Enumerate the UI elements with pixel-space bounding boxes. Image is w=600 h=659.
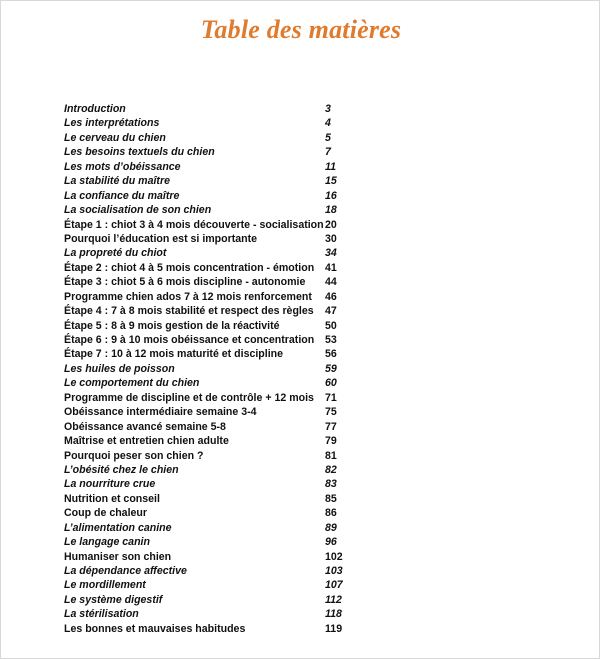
toc-entry — [64, 564, 364, 578]
toc-entry — [64, 319, 364, 333]
toc-entry-title: Le système digestif — [64, 593, 163, 606]
toc-entry-title: Étape 1 : chiot 3 à 4 mois découverte - socialisation — [64, 218, 324, 231]
toc-entry-page-number: 30 — [325, 232, 337, 245]
toc-entry-page-number: 41 — [325, 261, 337, 274]
toc-entry-page-number: 103 — [325, 565, 343, 577]
toc-entry-title: Étape 7 : 10 à 12 mois maturité et discipline — [64, 348, 284, 361]
table-of-contents — [64, 102, 364, 636]
toc-entry-title: Étape 2 : chiot 4 à 5 mois concentration - émotion — [64, 261, 315, 274]
toc-entry-title: La dépendance affective — [64, 565, 187, 577]
toc-entry-page-number: 75 — [325, 406, 337, 419]
toc-entry — [64, 333, 364, 347]
toc-entry-title: La stabilité du maître — [64, 175, 170, 188]
toc-entry-page-number: 96 — [325, 536, 337, 549]
toc-entry-title: La stérilisation — [64, 608, 139, 621]
toc-entry-title: Obéissance intermédiaire semaine 3-4 — [64, 406, 257, 419]
toc-entry-title: L’alimentation canine — [64, 521, 172, 534]
toc-entry-page-number: 46 — [325, 290, 337, 303]
toc-entry — [64, 578, 364, 592]
toc-entry-title: Les huiles de poisson — [64, 362, 175, 375]
toc-entry-page-number: 60 — [325, 377, 337, 390]
toc-entry-page-number: 47 — [325, 305, 337, 318]
toc-entry-title: Les bonnes et mauvaises habitudes — [64, 622, 246, 635]
toc-entry-page-number: 4 — [325, 117, 331, 130]
toc-entry-title: Étape 4 : 7 à 8 mois stabilité et respect des règles — [64, 305, 314, 318]
toc-entry-page-number: 20 — [325, 218, 337, 231]
toc-entry-page-number: 81 — [325, 449, 337, 462]
toc-entry-title: Le comportement du chien — [64, 377, 200, 390]
toc-entry-page-number: 34 — [325, 247, 337, 260]
toc-entry-page-number: 50 — [325, 319, 337, 332]
toc-entry — [64, 232, 364, 246]
toc-entry-title: Pourquoi peser son chien ? — [64, 449, 204, 462]
toc-entry-title: Maîtrise et entretien chien adulte — [64, 435, 229, 448]
toc-entry-page-number: 82 — [325, 463, 337, 476]
toc-entry — [64, 477, 364, 491]
toc-entry — [64, 275, 364, 289]
toc-entry — [64, 218, 364, 232]
toc-entry-page-number: 79 — [325, 435, 337, 448]
toc-entry — [64, 174, 364, 188]
toc-entry-page-number: 11 — [325, 160, 336, 173]
page-title: Table des matières — [200, 15, 402, 44]
toc-entry — [64, 463, 364, 477]
toc-entry — [64, 347, 364, 361]
toc-entry — [64, 290, 364, 304]
toc-entry — [64, 391, 364, 405]
toc-entry-title: Programme chien ados 7 à 12 mois renforcement — [64, 290, 312, 303]
toc-entry — [64, 203, 364, 217]
toc-entry-title: Les besoins textuels du chien — [64, 146, 215, 159]
toc-entry — [64, 376, 364, 390]
toc-entry — [64, 506, 364, 520]
toc-entry — [64, 535, 364, 549]
toc-entry-page-number: 44 — [325, 276, 337, 289]
toc-entry-page-number: 77 — [325, 420, 337, 433]
toc-entry-title: La propreté du chiot — [64, 247, 167, 260]
toc-entry — [64, 449, 364, 463]
toc-entry-title: La nourriture crue — [64, 478, 156, 491]
toc-entry-page-number: 53 — [325, 334, 337, 346]
toc-entry-page-number: 83 — [325, 478, 337, 491]
toc-entry-title: Le langage canin — [64, 536, 150, 549]
toc-entry-title: Pourquoi l’éducation est si importante — [64, 232, 258, 245]
toc-entry-title: Les mots d’obéissance — [64, 160, 181, 173]
toc-entry — [64, 116, 364, 130]
toc-entry-title: Les interprétations — [64, 117, 160, 130]
toc-entry-page-number: 86 — [325, 507, 337, 520]
toc-entry-page-number: 118 — [325, 608, 342, 621]
toc-entry-title: Programme de discipline et de contrôle + 12 mois — [64, 391, 314, 404]
toc-entry-page-number: 89 — [325, 521, 337, 534]
toc-entry — [64, 405, 364, 419]
toc-entry — [64, 102, 364, 116]
toc-entry — [64, 362, 364, 376]
toc-entry-page-number: 56 — [325, 348, 337, 361]
toc-entry — [64, 131, 364, 145]
toc-entry — [64, 521, 364, 535]
toc-entry-title: Étape 6 : 9 à 10 mois obéissance et concentration — [64, 334, 315, 346]
toc-entry-title: Le mordillement — [64, 579, 146, 592]
toc-entry-page-number: 112 — [325, 593, 342, 606]
toc-entry-page-number: 15 — [325, 175, 337, 188]
toc-entry-page-number: 59 — [325, 362, 337, 375]
toc-entry-title: Étape 3 : chiot 5 à 6 mois discipline - autonomie — [64, 276, 306, 289]
toc-entry — [64, 550, 364, 564]
toc-entry-title: Introduction — [64, 103, 126, 115]
toc-entry-title: Humaniser son chien — [64, 550, 172, 563]
toc-entry-title: La socialisation de son chien — [64, 204, 212, 217]
toc-entry-title: Le cerveau du chien — [64, 131, 166, 144]
toc-entry-page-number: 85 — [325, 492, 337, 505]
toc-entry — [64, 492, 364, 506]
toc-entry-page-number: 5 — [325, 131, 331, 144]
toc-entry — [64, 434, 364, 448]
toc-entry — [64, 246, 364, 260]
toc-entry — [64, 622, 364, 636]
toc-entry-title: Nutrition et conseil — [64, 492, 160, 505]
toc-entry — [64, 304, 364, 318]
toc-entry-page-number: 16 — [325, 189, 337, 202]
toc-entry — [64, 189, 364, 203]
toc-entry — [64, 261, 364, 275]
toc-entry-page-number: 71 — [325, 391, 337, 404]
toc-entry-title: Obéissance avancé semaine 5-8 — [64, 420, 226, 433]
toc-entry-page-number: 107 — [325, 579, 343, 592]
toc-entry — [64, 593, 364, 607]
toc-entry — [64, 145, 364, 159]
toc-entry-page-number: 18 — [325, 204, 337, 217]
toc-entry-page-number: 7 — [325, 146, 331, 159]
toc-entry-title: Coup de chaleur — [64, 507, 147, 520]
toc-entry-title: L’obésité chez le chien — [64, 463, 179, 476]
toc-entry — [64, 420, 364, 434]
toc-entry-page-number: 3 — [325, 103, 331, 115]
toc-entry-page-number: 102 — [325, 550, 343, 563]
toc-entry — [64, 607, 364, 621]
toc-entry — [64, 160, 364, 174]
toc-entry-title: La confiance du maître — [64, 189, 180, 202]
toc-entry-page-number: 119 — [325, 622, 343, 635]
toc-entry-title: Étape 5 : 8 à 9 mois gestion de la réactivité — [64, 319, 280, 332]
